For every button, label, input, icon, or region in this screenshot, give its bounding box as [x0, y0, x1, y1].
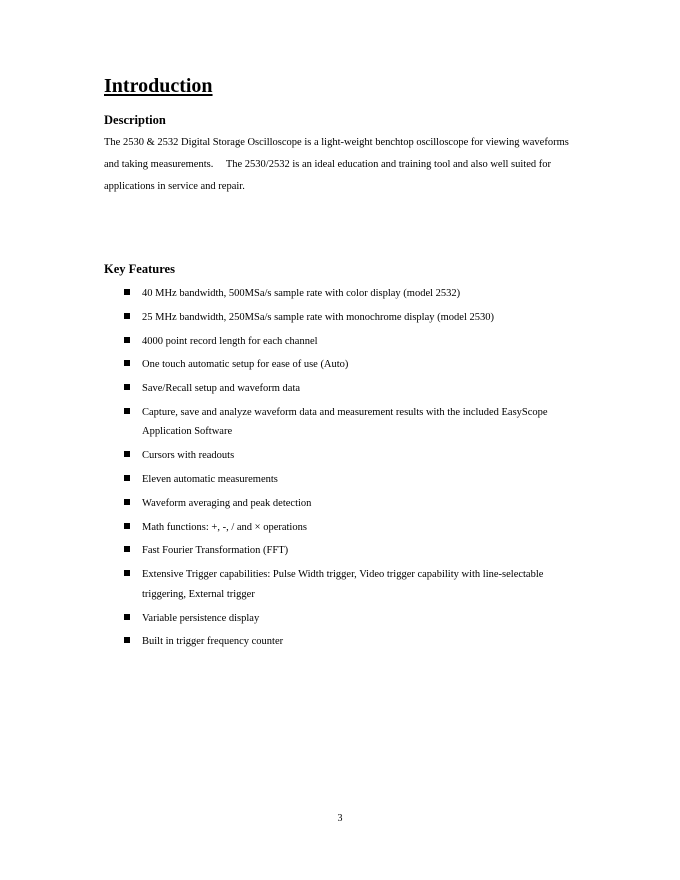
- list-item-text: Math functions: +, -, / and × operations: [142, 521, 307, 533]
- list-item: [104, 355, 584, 375]
- square-bullet-icon: [124, 499, 130, 505]
- list-item: [104, 284, 584, 304]
- square-bullet-icon: [124, 475, 130, 481]
- list-item: [104, 632, 584, 652]
- list-item: [104, 332, 584, 352]
- list-item: [104, 541, 584, 561]
- square-bullet-icon: [124, 337, 130, 343]
- list-item-text: Fast Fourier Transformation (FFT): [142, 545, 289, 557]
- description-sentence-2: The 2530/2532 is an ideal education and training tool and also well suited for applications in service and repair.: [104, 159, 551, 192]
- list-item: [104, 518, 584, 538]
- description-sentence-1: The 2530 & 2532 Digital Storage Oscilloscope is a light-weight benchtop oscilloscope for viewing waveforms and taking measurements.: [104, 137, 569, 170]
- list-item: [104, 494, 584, 514]
- list-item-text: Eleven automatic measurements: [142, 474, 278, 486]
- square-bullet-icon: [124, 360, 130, 366]
- list-item-text: Cursors with readouts: [142, 450, 235, 462]
- list-item-text: Capture, save and analyze waveform data and measurement results with the included EasyScope Application Software: [142, 406, 548, 438]
- list-item-text: Extensive Trigger capabilities: Pulse Width trigger, Video trigger capability with line-selectable triggering, External trigger: [142, 569, 544, 600]
- square-bullet-icon: [124, 546, 130, 552]
- list-item: [104, 403, 584, 442]
- square-bullet-icon: [124, 408, 130, 414]
- description-paragraph: [104, 132, 574, 198]
- page-title: Introduction: [104, 75, 213, 97]
- square-bullet-icon: [124, 637, 130, 643]
- list-item-text: 25 MHz bandwidth, 250MSa/s sample rate with monochrome display (model 2530): [142, 311, 494, 323]
- square-bullet-icon: [124, 289, 130, 295]
- square-bullet-icon: [124, 523, 130, 529]
- square-bullet-icon: [124, 614, 130, 620]
- square-bullet-icon: [124, 384, 130, 390]
- list-item-text: 40 MHz bandwidth, 500MSa/s sample rate with color display (model 2532): [142, 288, 461, 299]
- list-item-text: 4000 point record length for each channel: [142, 335, 318, 347]
- list-item: [104, 446, 584, 466]
- list-item: [104, 379, 584, 399]
- list-item: [104, 308, 584, 328]
- list-item-text: Save/Recall setup and waveform data: [142, 383, 301, 395]
- key-features-list: [104, 284, 584, 656]
- list-item: [104, 609, 584, 629]
- square-bullet-icon: [124, 570, 130, 576]
- list-item-text: Built in trigger frequency counter: [142, 636, 284, 648]
- page-number: 3: [337, 813, 343, 824]
- list-item: [104, 470, 584, 490]
- description-heading: Description: [104, 113, 166, 127]
- list-item-text: Variable persistence display: [142, 612, 260, 624]
- square-bullet-icon: [124, 313, 130, 319]
- list-item: [104, 565, 584, 604]
- square-bullet-icon: [124, 451, 130, 457]
- key-features-heading: Key Features: [104, 262, 175, 276]
- list-item-text: Waveform averaging and peak detection: [142, 497, 312, 509]
- list-item-text: One touch automatic setup for ease of use (Auto): [142, 359, 349, 371]
